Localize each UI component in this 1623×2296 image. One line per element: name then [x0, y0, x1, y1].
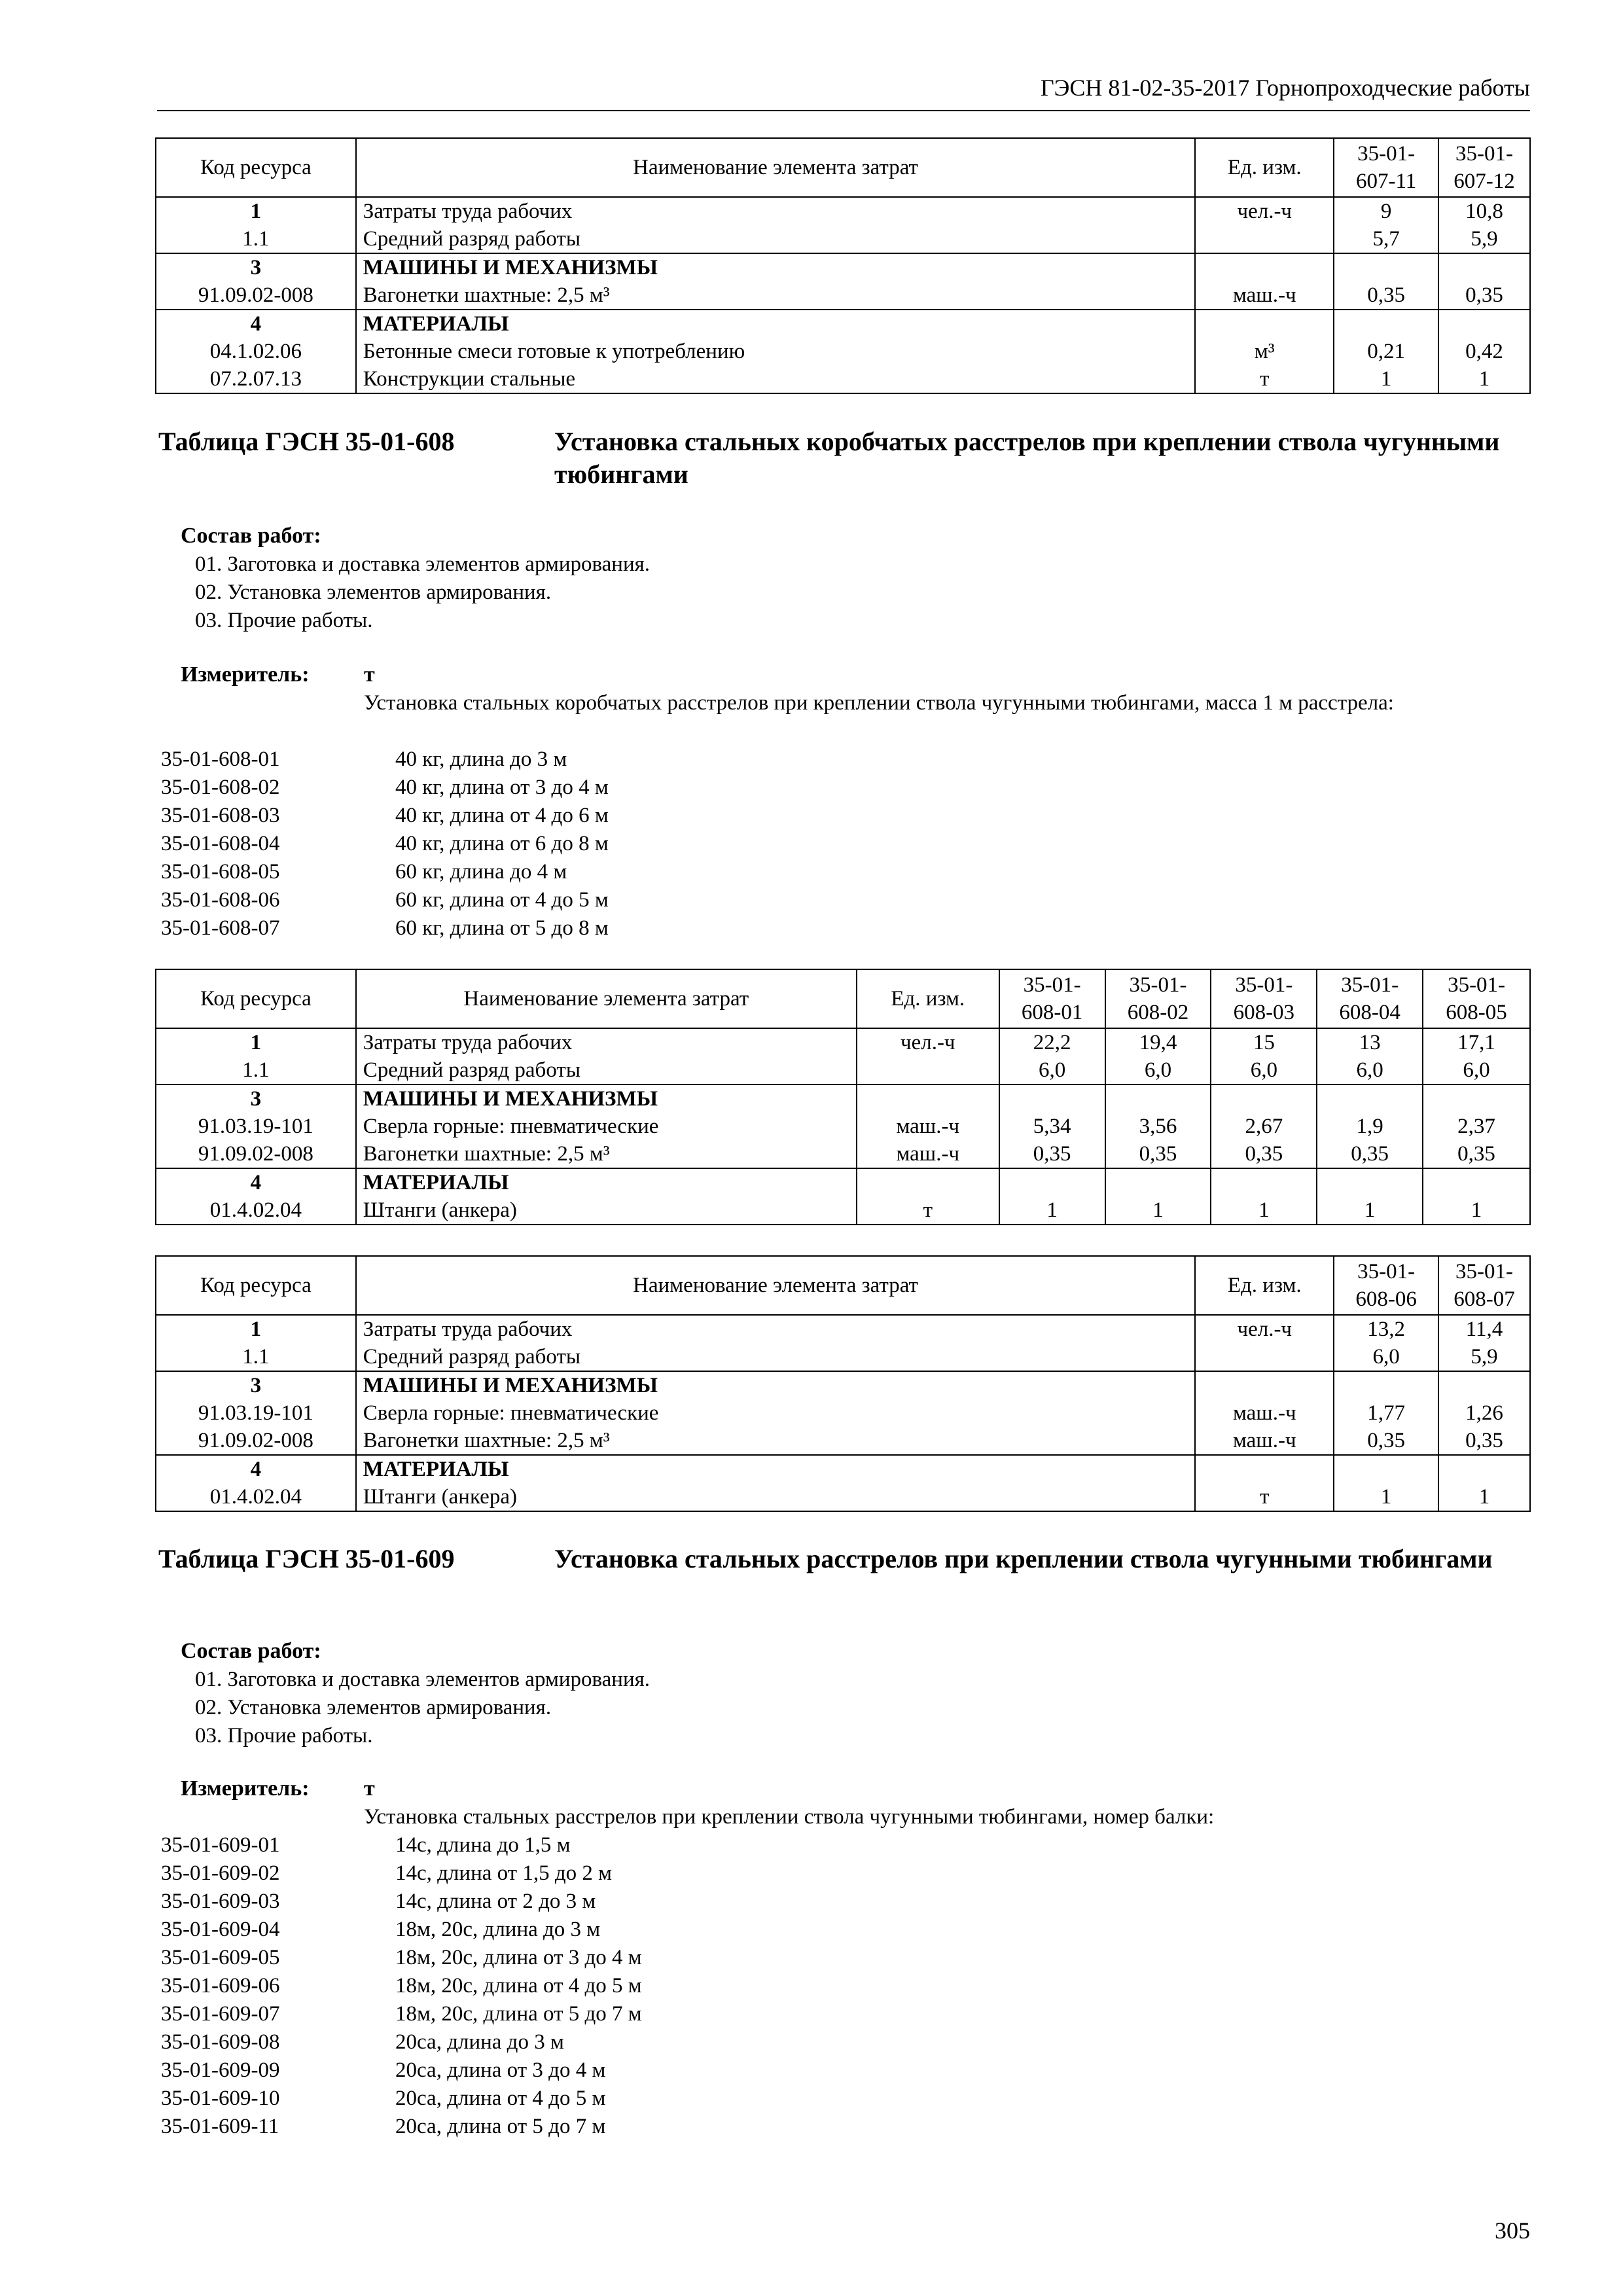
resource-code: 91.03.19-101: [156, 1113, 356, 1140]
resource-code: 1: [156, 1028, 356, 1056]
measure-description: Установка стальных расстрелов при креплении ствола чугунными тюбингами, номер балки:: [364, 1805, 1215, 1829]
value-cell: 0,42: [1438, 338, 1530, 365]
cost-item-name: Средний разряд работы: [356, 225, 1196, 253]
value-cell: 11,4: [1438, 1315, 1530, 1343]
resource-code: 01.4.02.04: [156, 1196, 356, 1225]
value-cell: [1334, 1455, 1438, 1483]
value-cell: [1438, 253, 1530, 281]
norm-description: 18м, 20с, длина от 4 до 5 м: [395, 1974, 642, 1998]
norm-description: 40 кг, длина от 4 до 6 м: [395, 804, 609, 827]
resource-code: 1.1: [156, 225, 356, 253]
value-cell: 1: [1438, 365, 1530, 393]
header-cell: Ед. изм.: [857, 969, 999, 1028]
value-cell: 5,34: [999, 1113, 1105, 1140]
value-cell: [999, 1168, 1105, 1196]
header-cell: Наименование элемента затрат: [356, 969, 857, 1028]
work-item: 02. Установка элементов армирования.: [195, 1696, 552, 1719]
value-cell: 9: [1334, 197, 1438, 225]
unit: маш.-ч: [1195, 1399, 1334, 1427]
cost-item-name: Затраты труда рабочих: [356, 1028, 857, 1056]
norm-code: 35-01-609-05: [161, 1946, 280, 1969]
unit: маш.-ч: [857, 1140, 999, 1168]
unit: маш.-ч: [857, 1113, 999, 1140]
table-row: [156, 225, 1530, 253]
measure-label: Измеритель:: [181, 1776, 310, 1801]
unit: [857, 1168, 999, 1196]
value-cell: 13,2: [1334, 1315, 1438, 1343]
cost-table-608-06-07: [155, 1255, 1531, 1512]
value-cell: 5,9: [1438, 1343, 1530, 1371]
value-cell: 1: [1438, 1483, 1530, 1511]
norm-description: 18м, 20с, длина до 3 м: [395, 1918, 601, 1941]
composition-label: Состав работ:: [181, 524, 321, 548]
table-row: [156, 310, 1530, 338]
norm-description: 40 кг, длина до 3 м: [395, 747, 567, 771]
value-cell: [1334, 310, 1438, 338]
resource-code: 3: [156, 1085, 356, 1113]
unit: т: [1195, 365, 1334, 393]
value-cell: 3,56: [1105, 1113, 1211, 1140]
section-heading: МАШИНЫ И МЕХАНИЗМЫ: [356, 1371, 1196, 1399]
header-cell: 35-01- 608-06: [1334, 1256, 1438, 1315]
header-cell: Ед. изм.: [1195, 138, 1334, 197]
value-cell: 0,35: [999, 1140, 1105, 1168]
norm-code: 35-01-609-07: [161, 2002, 280, 2026]
resource-code: 91.09.02-008: [156, 281, 356, 310]
norm-code: 35-01-609-03: [161, 1890, 280, 1913]
value-cell: 0,35: [1438, 281, 1530, 310]
value-cell: 5,7: [1334, 225, 1438, 253]
norm-code: 35-01-608-02: [161, 776, 280, 799]
value-cell: 1,26: [1438, 1399, 1530, 1427]
table-row: [156, 1113, 1530, 1140]
cost-item-name: Сверла горные: пневматические: [356, 1113, 857, 1140]
value-cell: 0,35: [1211, 1140, 1317, 1168]
value-cell: [1317, 1085, 1423, 1113]
norm-code: 35-01-608-04: [161, 832, 280, 855]
resource-code: 1.1: [156, 1343, 356, 1371]
cost-item-name: Затраты труда рабочих: [356, 1315, 1196, 1343]
value-cell: 1: [1317, 1196, 1423, 1225]
cost-item-name: Штанги (анкера): [356, 1483, 1196, 1511]
value-cell: 1: [1334, 1483, 1438, 1511]
value-cell: 0,35: [1334, 1427, 1438, 1455]
measure-description: Установка стальных коробчатых расстрелов при креплении ствола чугунными тюбингами, масса 1 м расстрела:: [364, 691, 1394, 715]
value-cell: 22,2: [999, 1028, 1105, 1056]
value-cell: 0,35: [1438, 1427, 1530, 1455]
work-item: 03. Прочие работы.: [195, 609, 373, 632]
table-row: [156, 1371, 1530, 1399]
measure-label: Измеритель:: [181, 662, 310, 687]
value-cell: 6,0: [999, 1056, 1105, 1085]
composition-label: Состав работ:: [181, 1639, 321, 1663]
resource-code: 1.1: [156, 1056, 356, 1085]
table-row: [156, 1455, 1530, 1483]
norm-description: 18м, 20с, длина от 3 до 4 м: [395, 1946, 642, 1969]
norm-description: 20са, длина от 4 до 5 м: [395, 2087, 606, 2110]
cost-item-name: Бетонные смеси готовые к употреблению: [356, 338, 1196, 365]
norm-code: 35-01-609-10: [161, 2087, 280, 2110]
norm-code: 35-01-609-11: [161, 2115, 279, 2138]
resource-code: 91.03.19-101: [156, 1399, 356, 1427]
cost-item-name: Сверла горные: пневматические: [356, 1399, 1196, 1427]
unit: [1195, 253, 1334, 281]
header-cell: Наименование элемента затрат: [356, 1256, 1196, 1315]
value-cell: 0,35: [1334, 281, 1438, 310]
cost-item-name: Конструкции стальные: [356, 365, 1196, 393]
table-header: [156, 138, 1530, 197]
value-cell: [1334, 1371, 1438, 1399]
resource-code: 3: [156, 253, 356, 281]
resource-code: 04.1.02.06: [156, 338, 356, 365]
value-cell: [1438, 1455, 1530, 1483]
norm-code: 35-01-609-04: [161, 1918, 280, 1941]
norm-description: 60 кг, длина от 4 до 5 м: [395, 888, 609, 912]
unit: [1195, 1343, 1334, 1371]
header-cell: 35-01- 608-01: [999, 969, 1105, 1028]
norm-description: 60 кг, длина от 5 до 8 м: [395, 916, 609, 940]
value-cell: [1105, 1085, 1211, 1113]
resource-code: 1: [156, 197, 356, 225]
value-cell: 2,67: [1211, 1113, 1317, 1140]
norm-description: 40 кг, длина от 6 до 8 м: [395, 832, 609, 855]
norm-code: 35-01-608-03: [161, 804, 280, 827]
value-cell: 6,0: [1334, 1343, 1438, 1371]
section-heading: МАШИНЫ И МЕХАНИЗМЫ: [356, 253, 1196, 281]
norm-description: 14с, длина от 1,5 до 2 м: [395, 1861, 613, 1885]
norm-code: 35-01-608-05: [161, 860, 280, 884]
work-item: 03. Прочие работы.: [195, 1724, 373, 1748]
value-cell: 1,77: [1334, 1399, 1438, 1427]
norm-description: 40 кг, длина от 3 до 4 м: [395, 776, 609, 799]
norm-description: 20са, длина до 3 м: [395, 2030, 564, 2054]
norm-description: 20са, длина от 5 до 7 м: [395, 2115, 606, 2138]
resource-code: 3: [156, 1371, 356, 1399]
resource-code: 01.4.02.04: [156, 1483, 356, 1511]
cost-item-name: Штанги (анкера): [356, 1196, 857, 1225]
table-row: [156, 1140, 1530, 1168]
value-cell: 6,0: [1423, 1056, 1530, 1085]
value-cell: 0,35: [1105, 1140, 1211, 1168]
value-cell: 10,8: [1438, 197, 1530, 225]
cost-item-name: Средний разряд работы: [356, 1056, 857, 1085]
unit: чел.-ч: [1195, 1315, 1334, 1343]
measure-unit: т: [364, 662, 375, 687]
value-cell: 5,9: [1438, 225, 1530, 253]
table-row: [156, 1028, 1530, 1056]
unit: т: [857, 1196, 999, 1225]
table-row: [156, 1343, 1530, 1371]
norm-code: 35-01-608-01: [161, 747, 280, 771]
table-row: [156, 1315, 1530, 1343]
value-cell: 15: [1211, 1028, 1317, 1056]
page-number: 305: [1495, 2217, 1530, 2244]
header-cell: Код ресурса: [156, 969, 356, 1028]
unit: [1195, 1455, 1334, 1483]
table-row: [156, 1085, 1530, 1113]
value-cell: 1: [1334, 365, 1438, 393]
table-row: [156, 365, 1530, 393]
header-cell: 35-01- 608-03: [1211, 969, 1317, 1028]
work-item: 01. Заготовка и доставка элементов армирования.: [195, 552, 651, 576]
resource-code: 4: [156, 1455, 356, 1483]
norm-code: 35-01-609-02: [161, 1861, 280, 1885]
value-cell: [1423, 1085, 1530, 1113]
resource-code: 1: [156, 1315, 356, 1343]
norm-description: 20са, длина от 3 до 4 м: [395, 2058, 606, 2082]
resource-code: 91.09.02-008: [156, 1140, 356, 1168]
section-heading: МАТЕРИАЛЫ: [356, 1168, 857, 1196]
header-cell: Код ресурса: [156, 1256, 356, 1315]
cost-item-name: Вагонетки шахтные: 2,5 м³: [356, 1427, 1196, 1455]
unit: [857, 1056, 999, 1085]
norm-code: 35-01-609-09: [161, 2058, 280, 2082]
value-cell: 0,35: [1423, 1140, 1530, 1168]
unit: [857, 1085, 999, 1113]
header-cell: 35-01- 608-02: [1105, 969, 1211, 1028]
table-row: [156, 253, 1530, 281]
header-cell: 35-01- 608-05: [1423, 969, 1530, 1028]
unit: [1195, 225, 1334, 253]
cost-item-name: Вагонетки шахтные: 2,5 м³: [356, 1140, 857, 1168]
norm-code: 35-01-608-07: [161, 916, 280, 940]
table-header: [156, 1256, 1530, 1315]
table-row: [156, 1056, 1530, 1085]
table-row: [156, 281, 1530, 310]
header-cell: Ед. изм.: [1195, 1256, 1334, 1315]
norm-description: 18м, 20с, длина от 5 до 7 м: [395, 2002, 642, 2026]
value-cell: 19,4: [1105, 1028, 1211, 1056]
header-cell: Наименование элемента затрат: [356, 138, 1196, 197]
norm-code: 35-01-609-06: [161, 1974, 280, 1998]
value-cell: [1317, 1168, 1423, 1196]
header-cell: 35-01- 607-12: [1438, 138, 1530, 197]
work-item: 01. Заготовка и доставка элементов армирования.: [195, 1668, 651, 1691]
value-cell: [1438, 1371, 1530, 1399]
table-row: [156, 338, 1530, 365]
unit: [1195, 1371, 1334, 1399]
value-cell: 1,9: [1317, 1113, 1423, 1140]
value-cell: [1334, 253, 1438, 281]
value-cell: 1: [1423, 1196, 1530, 1225]
value-cell: [999, 1085, 1105, 1113]
unit: т: [1195, 1483, 1334, 1511]
unit: чел.-ч: [1195, 197, 1334, 225]
value-cell: 6,0: [1211, 1056, 1317, 1085]
table-row: [156, 197, 1530, 225]
table-row: [156, 1168, 1530, 1196]
value-cell: 6,0: [1317, 1056, 1423, 1085]
value-cell: 0,35: [1317, 1140, 1423, 1168]
cost-item-name: Средний разряд работы: [356, 1343, 1196, 1371]
section-heading: МАТЕРИАЛЫ: [356, 310, 1196, 338]
value-cell: 17,1: [1423, 1028, 1530, 1056]
table-name: Установка стальных расстрелов при креплении ствола чугунными тюбингами: [554, 1544, 1493, 1573]
norm-description: 14с, длина от 2 до 3 м: [395, 1890, 596, 1913]
value-cell: [1105, 1168, 1211, 1196]
cost-item-name: Затраты труда рабочих: [356, 197, 1196, 225]
table-row: [156, 1196, 1530, 1225]
resource-code: 91.09.02-008: [156, 1427, 356, 1455]
header-cell: 35-01- 608-04: [1317, 969, 1423, 1028]
unit: м³: [1195, 338, 1334, 365]
header-cell: 35-01- 608-07: [1438, 1256, 1530, 1315]
table-row: [156, 1483, 1530, 1511]
value-cell: 2,37: [1423, 1113, 1530, 1140]
value-cell: 1: [1105, 1196, 1211, 1225]
value-cell: [1423, 1168, 1530, 1196]
norm-code: 35-01-608-06: [161, 888, 280, 912]
value-cell: [1211, 1168, 1317, 1196]
value-cell: [1211, 1085, 1317, 1113]
value-cell: [1438, 310, 1530, 338]
measure-unit: т: [364, 1776, 375, 1801]
unit: [1195, 310, 1334, 338]
work-item: 02. Установка элементов армирования.: [195, 581, 552, 604]
value-cell: 6,0: [1105, 1056, 1211, 1085]
table-name: Установка стальных коробчатых расстрелов при креплении ствола чугунными тюбингами: [554, 427, 1500, 489]
cost-item-name: Вагонетки шахтные: 2,5 м³: [356, 281, 1196, 310]
section-heading: МАТЕРИАЛЫ: [356, 1455, 1196, 1483]
resource-code: 4: [156, 310, 356, 338]
cost-table-608-01-05: [155, 969, 1531, 1225]
unit: маш.-ч: [1195, 1427, 1334, 1455]
norm-description: 14с, длина до 1,5 м: [395, 1833, 571, 1857]
table-number: Таблица ГЭСН 35-01-608: [158, 427, 455, 456]
norm-code: 35-01-609-01: [161, 1833, 280, 1857]
resource-code: 4: [156, 1168, 356, 1196]
resource-code: 07.2.07.13: [156, 365, 356, 393]
unit: чел.-ч: [857, 1028, 999, 1056]
cost-table-607: [155, 137, 1531, 394]
header-cell: 35-01- 607-11: [1334, 138, 1438, 197]
norm-code: 35-01-609-08: [161, 2030, 280, 2054]
table-number: Таблица ГЭСН 35-01-609: [158, 1544, 455, 1573]
table-row: [156, 1427, 1530, 1455]
value-cell: 0,21: [1334, 338, 1438, 365]
table-header: [156, 969, 1530, 1028]
value-cell: 1: [999, 1196, 1105, 1225]
value-cell: 13: [1317, 1028, 1423, 1056]
value-cell: 1: [1211, 1196, 1317, 1225]
unit: маш.-ч: [1195, 281, 1334, 310]
header-cell: Код ресурса: [156, 138, 356, 197]
table-row: [156, 1399, 1530, 1427]
norm-description: 60 кг, длина до 4 м: [395, 860, 567, 884]
section-heading: МАШИНЫ И МЕХАНИЗМЫ: [356, 1085, 857, 1113]
running-header: ГЭСН 81-02-35-2017 Горнопроходческие работы: [157, 73, 1530, 111]
